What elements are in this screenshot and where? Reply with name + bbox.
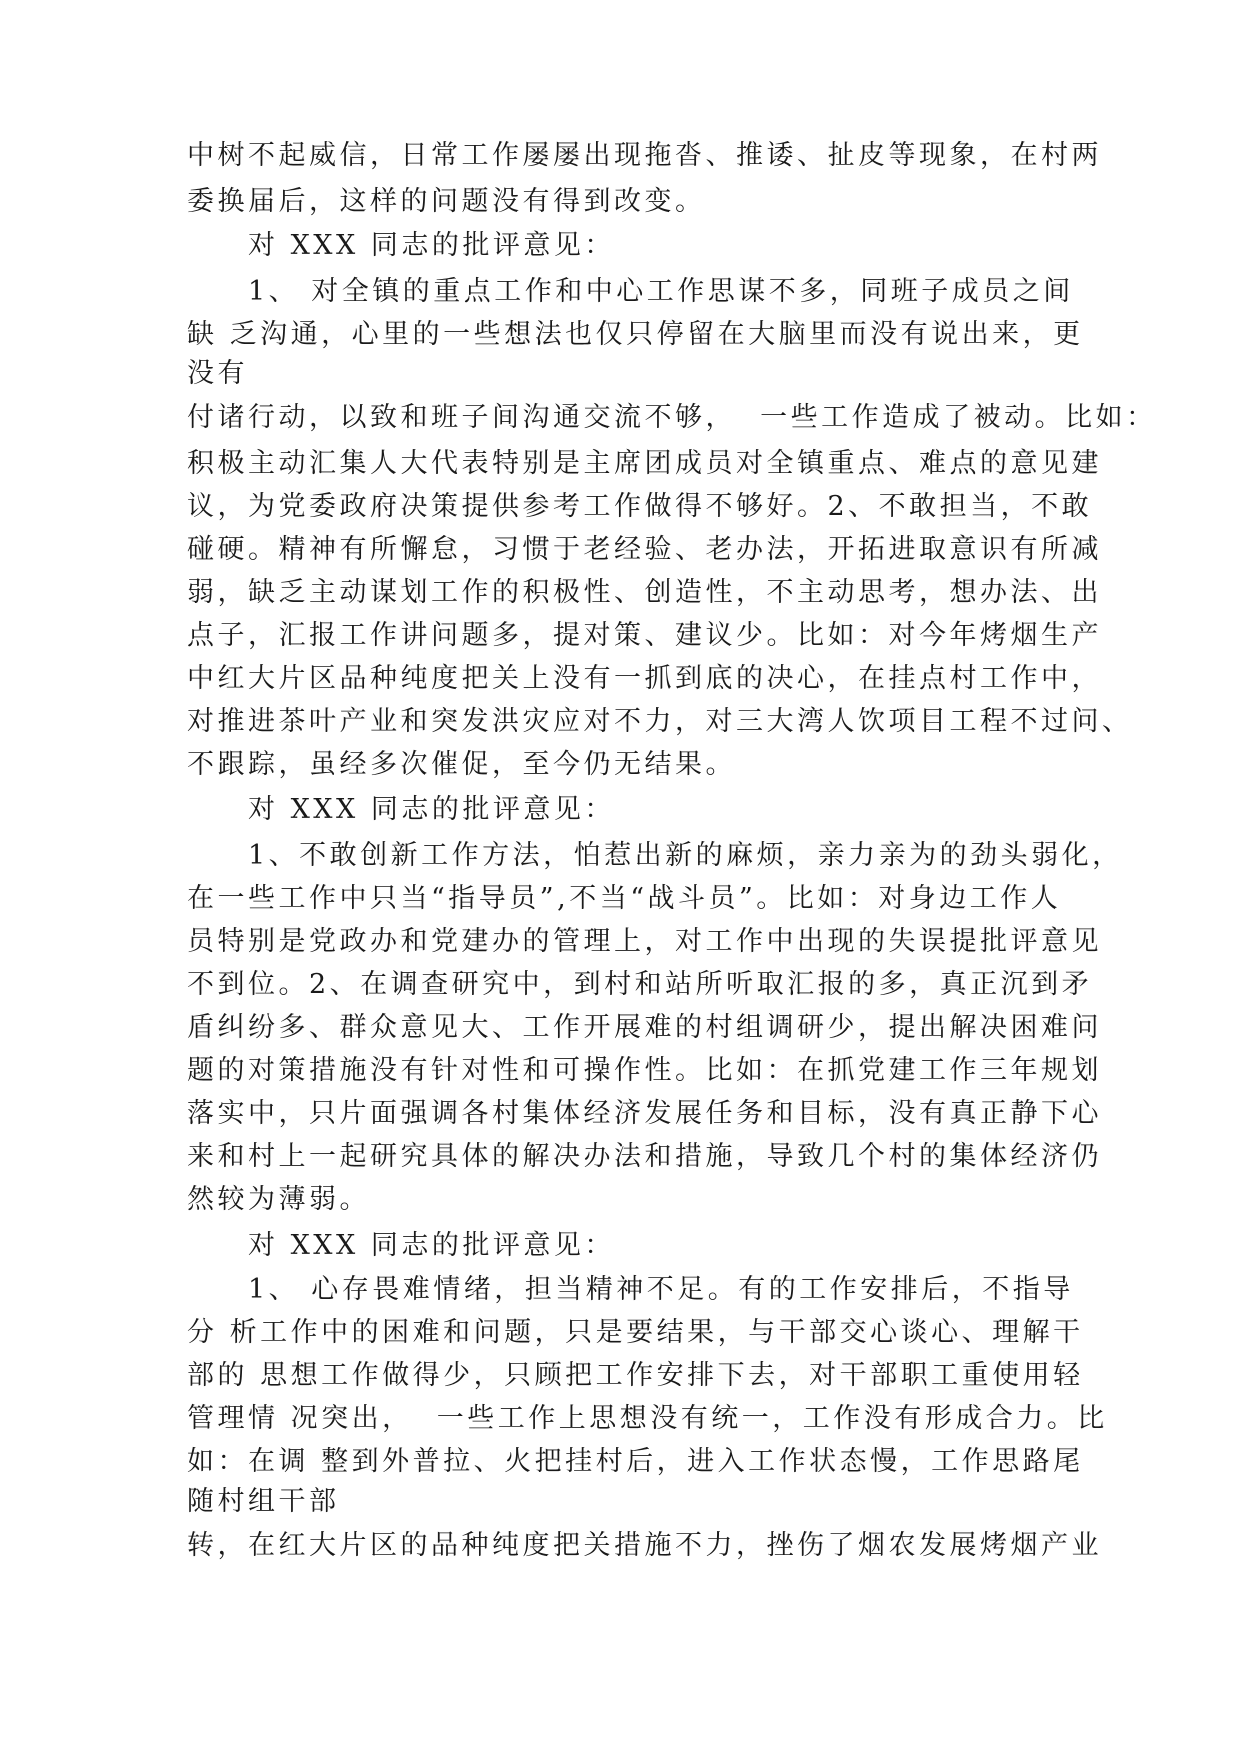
text-line: 转，在红大片区的品种纯度把关措施不力，挫伤了烟农发展烤烟产业 xyxy=(187,1530,1102,1561)
text-line: 管理情 况突出， 一些工作上思想没有统一，工作没有形成合力。比 xyxy=(187,1403,1108,1434)
text-line: 员特别是党政办和党建办的管理上，对工作中出现的失误提批评意见 xyxy=(187,926,1102,957)
text-line: 不跟踪，虽经多次催促，至今仍无结果。 xyxy=(187,749,736,780)
text-line: 付诸行动，以致和班子间沟通交流不够， 一些工作造成了被动。比如： xyxy=(187,402,1157,433)
text-line: 对推进茶叶产业和突发洪灾应对不力，对三大湾人饮项目工程不过问、 xyxy=(187,706,1133,737)
section-heading: 对 XXX 同志的批评意见： xyxy=(248,1230,615,1261)
text-line: 碰硬。精神有所懈怠，习惯于老经验、老办法，开拓进取意识有所减 xyxy=(187,534,1102,565)
text-line: 来和村上一起研究具体的解决办法和措施，导致几个村的集体经济仍 xyxy=(187,1141,1102,1172)
text-line: 点子，汇报工作讲问题多，提对策、建议少。比如：对今年烤烟生产 xyxy=(187,620,1102,651)
text-line: 如：在调 整到外普拉、火把挂村后，进入工作状态慢，工作思路尾 xyxy=(187,1446,1084,1477)
text-line: 分 析工作中的困难和问题，只是要结果，与干部交心谈心、理解干 xyxy=(187,1317,1084,1348)
section-heading: 对 XXX 同志的批评意见： xyxy=(248,794,615,825)
text-line: 在一些工作中只当“指导员”,不当“战斗员”。比如：对身边工作人 xyxy=(187,883,1062,914)
text-line: 题的对策措施没有针对性和可操作性。比如：在抓党建工作三年规划 xyxy=(187,1055,1102,1086)
text-line: 1、 心存畏难情绪，担当精神不足。有的工作安排后，不指导 xyxy=(248,1274,1074,1305)
text-line: 不到位。2、在调查研究中，到村和站所听取汇报的多，真正沉到矛 xyxy=(187,969,1093,1000)
text-line: 弱，缺乏主动谋划工作的积极性、创造性，不主动思考，想办法、出 xyxy=(187,577,1102,608)
text-line: 盾纠纷多、群众意见大、工作开展难的村组调研少，提出解决困难问 xyxy=(187,1012,1102,1043)
text-line: 然较为薄弱。 xyxy=(187,1184,370,1215)
text-line: 部的 思想工作做得少，只顾把工作安排下去，对干部职工重使用轻 xyxy=(187,1360,1084,1391)
text-line: 中红大片区品种纯度把关上没有一抓到底的决心，在挂点村工作中， xyxy=(187,663,1102,694)
text-line: 议，为党委政府决策提供参考工作做得不够好。2、不敢担当，不敢 xyxy=(187,491,1093,522)
text-line: 随村组干部 xyxy=(187,1486,340,1517)
text-line: 没有 xyxy=(187,358,248,389)
section-heading: 对 XXX 同志的批评意见： xyxy=(248,230,615,261)
text-line: 积极主动汇集人大代表特别是主席团成员对全镇重点、难点的意见建 xyxy=(187,448,1102,479)
text-line: 1、 对全镇的重点工作和中心工作思谋不多，同班子成员之间 xyxy=(248,276,1074,307)
text-line: 1、不敢创新工作方法，怕惹出新的麻烦，亲力亲为的劲头弱化， xyxy=(248,840,1123,871)
text-line: 委换届后，这样的问题没有得到改变。 xyxy=(187,186,706,217)
text-line: 缺 乏沟通，心里的一些想法也仅只停留在大脑里而没有说出来，更 xyxy=(187,319,1084,350)
text-line: 中树不起威信，日常工作屡屡出现拖沓、推诿、扯皮等现象，在村两 xyxy=(187,140,1102,171)
text-line: 落实中，只片面强调各村集体经济发展任务和目标，没有真正静下心 xyxy=(187,1098,1102,1129)
